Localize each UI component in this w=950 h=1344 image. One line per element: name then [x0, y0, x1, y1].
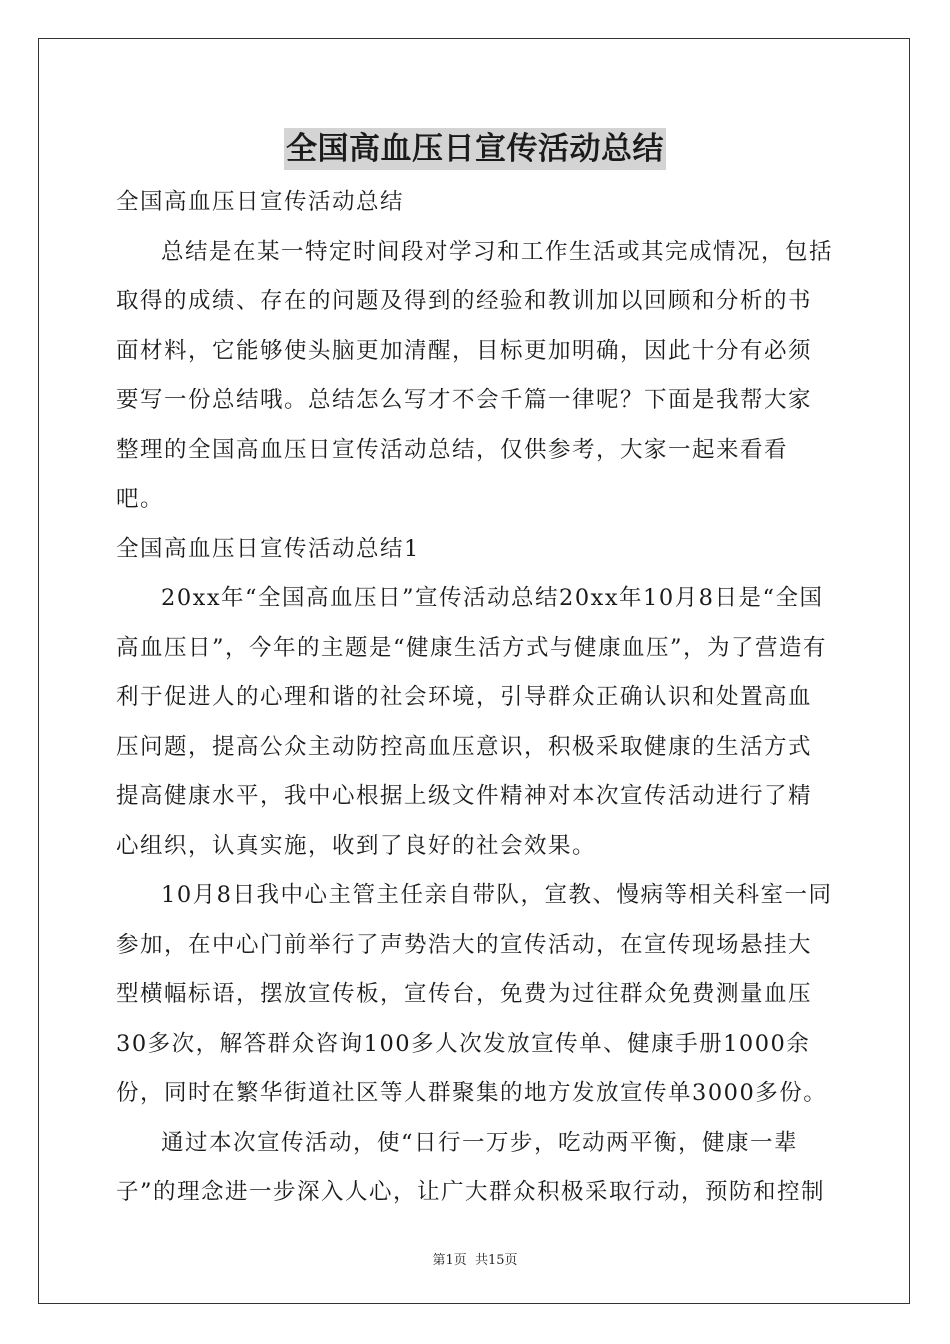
document-subtitle: 全国高血压日宣传活动总结 [116, 189, 405, 215]
body-paragraph: 通过本次宣传活动，使“日行一万步，吃动两平衡，健康一辈子”的理念进一步深入人心，让广大群众积极采取行动，预防和控制 [116, 1129, 826, 1205]
title-container [0, 128, 950, 170]
page-number: 第1页 [432, 1253, 467, 1268]
body-paragraph: 10月8日我中心主管主任亲自带队，宣教、慢病等相关科室一同参加，在中心门前举行了声势浩大的宣传活动，在宣传现场悬挂大型横幅标语，摆放宣传板，宣传台，免费为过往群众免费测量血压30多次，解答群众咨询100多人次发放宣传单、健康手册1000余份，同时在繁华街道社区等人群聚集的地方发放宣传单3000多份。 [116, 882, 833, 1106]
document-title: 全国高血压日宣传活动总结 [284, 128, 666, 170]
section-heading: 全国高血压日宣传活动总结1 [116, 535, 420, 562]
document-body [116, 178, 834, 1218]
intro-paragraph: 总结是在某一特定时间段对学习和工作生活或其完成情况，包括取得的成绩、存在的问题及得到的经验和教训加以回顾和分析的书面材料，它能够使头脑更加清醒，目标更加明确，因此十分有必须要写一份总结哦。总结怎么写才不会千篇一律呢？下面是我帮大家整理的全国高血压日宣传活动总结，仅供参考，大家一起来看看吧。 [116, 238, 834, 512]
total-pages: 共15页 [474, 1253, 518, 1268]
page-footer [0, 1249, 950, 1268]
body-paragraph: 20xx年“全国高血压日”宣传活动总结20xx年10月8日是“全国高血压日”，今年的主题是“健康生活方式与健康血压”，为了营造有利于促进人的心理和谐的社会环境，引导群众正确认识和处置高血压问题，提高公众主动防控高血压意识，积极采取健康的生活方式提高健康水平，我中心根据上级文件精神对本次宣传活动进行了精心组织，认真实施，收到了良好的社会效果。 [116, 585, 828, 859]
